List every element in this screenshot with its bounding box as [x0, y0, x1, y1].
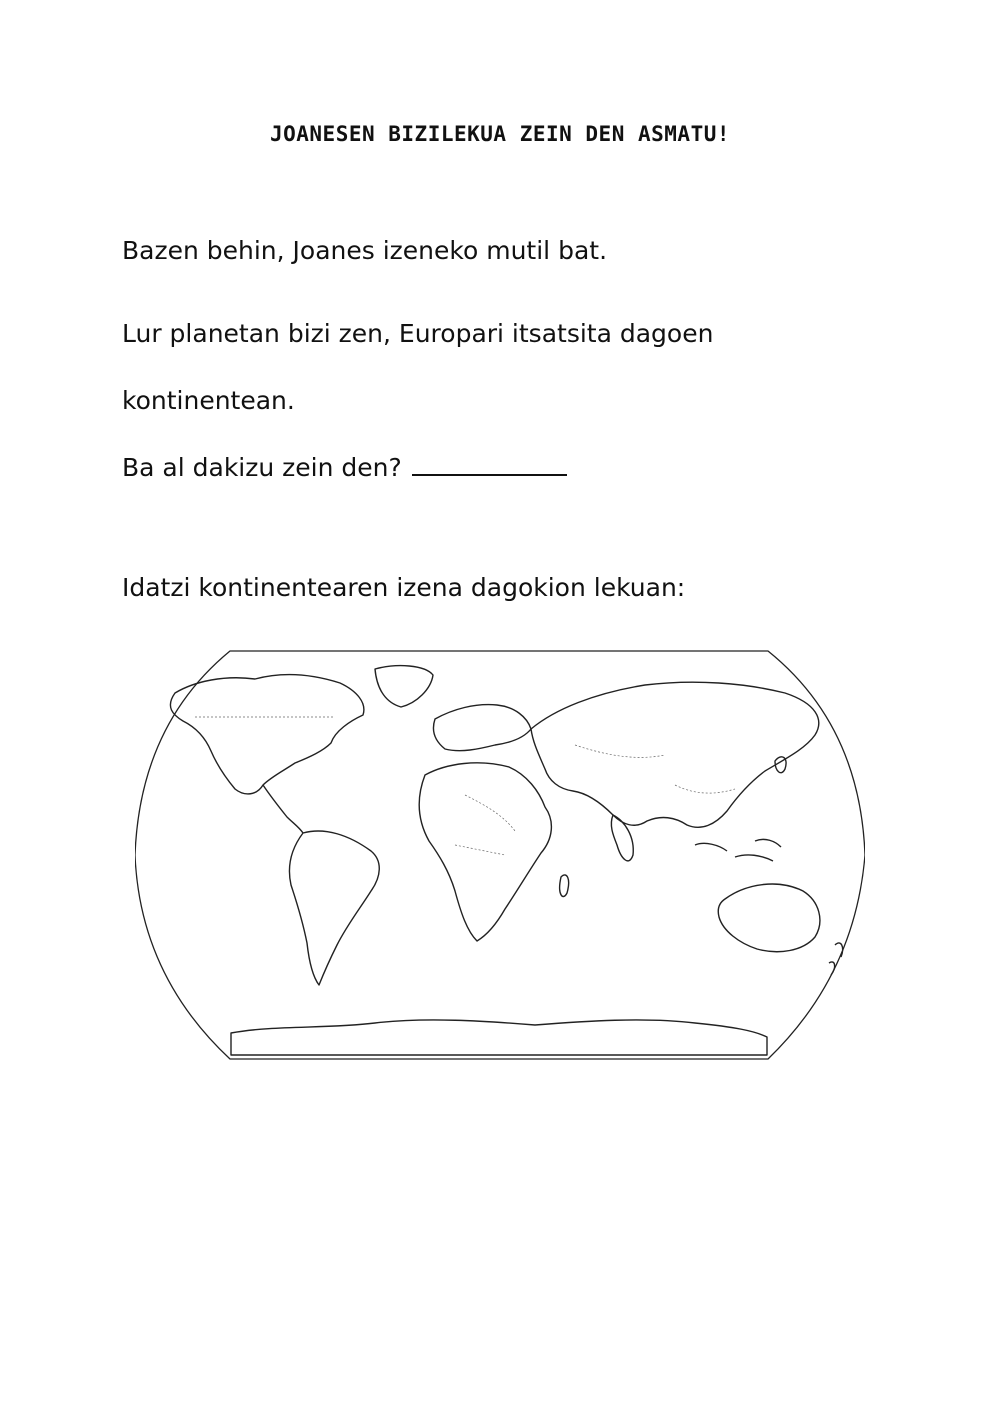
- india-outline: [611, 815, 633, 861]
- clue-text-line-2: kontinentean.: [122, 386, 295, 415]
- clue-text-line-1: Lur planetan bizi zen, Europari itsatsita dagoen: [122, 319, 714, 348]
- australia-outline: [718, 884, 820, 952]
- europe-outline: [433, 705, 531, 751]
- question-text: Ba al dakizu zein den?: [122, 453, 402, 482]
- africa-outline: [419, 763, 551, 941]
- southeast-asia-islands: [695, 839, 781, 861]
- world-map-icon: [135, 645, 865, 1065]
- madagascar-outline: [560, 875, 569, 896]
- north-america-outline: [170, 675, 363, 794]
- instruction-text: Idatzi kontinentearen izena dagokion lekuan:: [122, 573, 686, 602]
- south-america-outline: [290, 831, 380, 985]
- world-map: [135, 645, 865, 1065]
- question-line: [122, 450, 567, 484]
- worksheet-title: JOANESEN BIZILEKUA ZEIN DEN ASMATU!: [269, 122, 730, 146]
- greenland-outline: [375, 666, 433, 707]
- intro-text: Bazen behin, Joanes izeneko mutil bat.: [122, 236, 608, 265]
- answer-blank[interactable]: [412, 450, 567, 476]
- central-america-outline: [263, 785, 303, 833]
- new-zealand-outline: [829, 943, 843, 975]
- antarctica-outline: [231, 1020, 767, 1055]
- border-lines: [195, 717, 735, 855]
- asia-outline: [531, 682, 819, 827]
